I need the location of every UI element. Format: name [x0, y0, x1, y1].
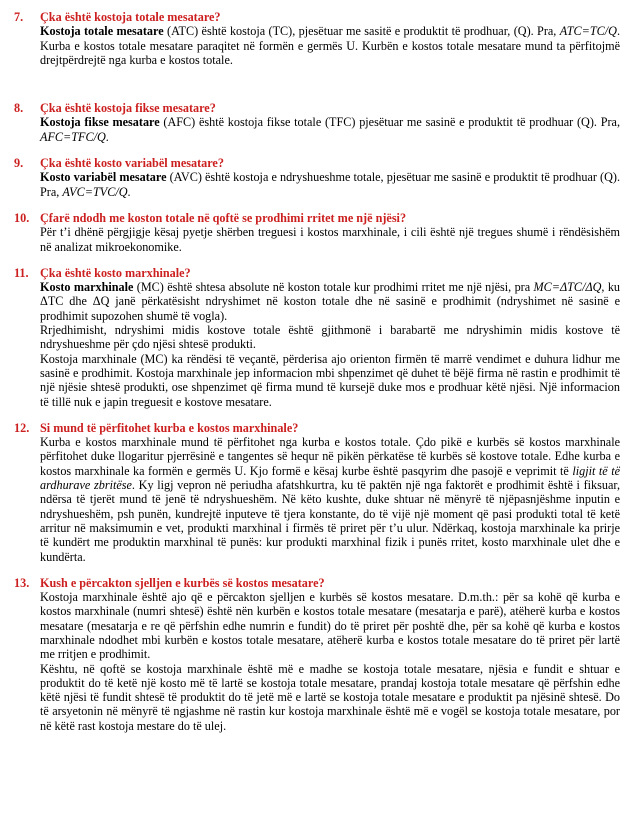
answer-10-text: Për t’i dhënë përgjigje kësaj pyetje shërben treguesi i kostos marxhinale, i cili është një tregues shumë i rëndësishëm në analizat mikroekonomike. [40, 225, 620, 254]
question-13-title: Kush e përcakton sjelljen e kurbës së kostos mesatare? [40, 575, 325, 590]
answer-9-text1: (AVC) është kostoja e ndryshueshme totale, pjesëtuar me sasinë e produktit të prodhuar (Q). Pra, [40, 170, 620, 199]
question-10 [14, 210, 620, 254]
question-9-number: 9. [14, 156, 24, 171]
question-8-title: Çka është kostoja fikse mesatare? [40, 101, 216, 116]
question-12-title: Si mund të përfitohet kurba e kostos marxhinale? [40, 420, 299, 435]
answer-7-text1: (ATC) është kostoja (TC), pjesëtuar me sasitë e produktit të prodhuar, (Q). Pra, [163, 24, 560, 39]
answer-12-text1: Kurba e kostos marxhinale mund të përfitohet nga kurba e kostos totale. Çdo pikë e kurbës së kostos marxhinale përfitohet duke llogaritur pjerrësinë e tangentes së hequr në pikën përkatëse të kurbës së kostove totale. Edhe kurba e kostos marxhinale ka formën e germës U. Kjo formë e kësaj kurbe është pasqyrim dhe pasojë e veprimit të [40, 435, 620, 478]
term-avc: Kosto variabël mesatare [40, 170, 167, 185]
answer-9-text2: . [127, 184, 131, 199]
question-8-number: 8. [14, 101, 24, 116]
question-7 [14, 10, 620, 67]
question-9-title: Çka është kosto variabël mesatare? [40, 156, 224, 171]
term-afc: Kostoja fikse mesatare [40, 115, 160, 130]
question-8 [14, 101, 620, 144]
question-10-heading [14, 210, 620, 225]
question-10-title: Çfarë ndodh me koston totale në qoftë se prodhimi rritet me një njësi? [40, 210, 407, 225]
question-13-number: 13. [14, 575, 30, 590]
answer-11-paragraph-2: Rrjedhimisht, ndryshimi midis kostove totale është gjithmonë i barabartë me ndryshimin midis kostove të ndryshueshme për çdo njësi shtesë produkti. [40, 323, 620, 352]
question-11 [14, 265, 621, 409]
answer-12-text2: . Ky ligj vepron në periudha afatshkurtra, ku të paktën një nga faktorët e prodhimit është i fiksuar, ndërsa të tjerët mund të jenë të ndryshueshëm. Në këto kushte, duke shtuar në mënyrë të njëpasnjëshme inputin e ndryshueshëm, psh punën, kundrejtë inputeve të tjera konstante, do të vijë një moment që pasi produkti total të ketë arritur në maksimumin e vet, produkti marxhinal i firmës të priret për t’u ulur. Ndërkaq, kostoja marxhinale ka prirje të kundërt me produktin marxhinal të punës: kur produkti marxhinal fizik i punës rritet, kosto marxhinale ulet dhe e kundërta. [40, 478, 621, 564]
question-11-title: Çka është kosto marxhinale? [40, 265, 191, 280]
question-12-heading [14, 420, 620, 435]
question-10-number: 10. [14, 210, 30, 225]
answer-13-paragraph-1: Kostoja marxhinale është ajo që e përcakton sjelljen e kurbës së kostos mesatare. D.m.th.: për sa kohë që kurba e kostos marxhinale (numri shtesë) është nën kurbën e kostos totale mesatare (mesatarja e parë), atëherë kurba e kostos mesatare (mesatarja e re që përfshin edhe numrin e fundit) do të priret për poshtë dhe, për sa kohë që kurba e kostos marxhinale ndodhet mbi kurbën e kostos totale mesatare, atëherë kurba e kostos totale mesatare do të priret për lartë me rritjen e prodhimit. [40, 590, 620, 662]
answer-11-text1: (MC) është shtesa absolute në koston totale kur prodhimi rritet me një njësi, pra [133, 280, 534, 295]
term-atc: Kostoja totale mesatare [40, 24, 164, 39]
answer-13-paragraph-2: Kështu, në qoftë se kostoja marxhinale është më e madhe se kostoja totale mesatare, njësia e fundit e shtuar e produktit do të ketë një kosto më të lartë se kostoja totale mesatare, prandaj kostoja totale mesatare që përfshin edhe këtë njësi të fundit shtesë të produktit do të jetë më e lartë se kostoja totale mesatare e produktit pa njësinë shtesë. Do të arsyetonin në mënyrë të ngjashme në rastin kur kostoja marxhinale është më e vogël se kostoja totale mesatare, por në këtë rast kostoja mestare do të ulej. [40, 661, 620, 733]
law-diminishing-returns: ligjit të të ardhurave zbritëse [40, 463, 620, 493]
answer-7-text2: . Kurba e kostos totale mesatare paraqitet në formën e germës U. Kurbën e kostos totale mesatare mund ta përfitojmë drejtpërdrejtë nga kurba e kostos totale. [40, 24, 620, 67]
answer-12 [40, 435, 620, 564]
question-11-number: 11. [14, 265, 29, 280]
question-11-heading [14, 265, 620, 280]
question-13-heading [14, 575, 620, 590]
formula-afc: AFC=TFC/Q [40, 129, 106, 144]
question-12 [14, 420, 621, 564]
answer-11-paragraph-3: Kostoja marxhinale (MC) ka rëndësi të veçantë, përderisa ajo orienton firmën të marrë vendimet e duhura lidhur me sasinë e prodhimit. Kostoja marxhinale jep informacion mbi shpenzimet që duhet të bëjë firma në rastin e prodhimit të një njësie shtesë produkti, ose shpenzimet që firma mund të kursejë duke mos e prodhuar këtë njësi. Një informacion të tillë nuk e japin treguesit e kostove mesatare. [40, 351, 620, 409]
term-mc: Kosto marxhinale [40, 280, 134, 295]
question-12-number: 12. [14, 420, 30, 435]
answer-11 [40, 280, 620, 409]
answer-8 [40, 115, 620, 144]
question-7-number: 7. [14, 10, 24, 24]
answer-13 [40, 590, 620, 733]
question-8-heading [14, 101, 620, 116]
question-9-heading [14, 156, 620, 171]
answer-9 [40, 170, 620, 199]
answer-8-text1: (AFC) është kostoja fikse totale (TFC) pjesëtuar me sasinë e produktit të prodhuar (Q). Pra, [159, 115, 620, 130]
answer-10 [40, 225, 620, 254]
question-7-heading [14, 10, 620, 24]
answer-7 [40, 24, 620, 67]
formula-avc: AVC=TVC/Q [62, 184, 128, 199]
question-7-title: Çka është kostoja totale mesatare? [40, 10, 221, 24]
formula-mc: MC=ΔTC/ΔQ [533, 280, 602, 295]
question-13 [14, 575, 620, 733]
answer-11-text2: , ku ΔTC dhe ΔQ janë përkatësisht ndryshimet në koston totale dhe në sasinë e prodhimit (ndryshimet në sasinë e prodhimit supozohen shumë të vogla). [40, 280, 621, 323]
question-9 [14, 156, 620, 199]
formula-atc: ATC=TC/Q [559, 24, 617, 39]
answer-8-text2: . [105, 129, 109, 144]
